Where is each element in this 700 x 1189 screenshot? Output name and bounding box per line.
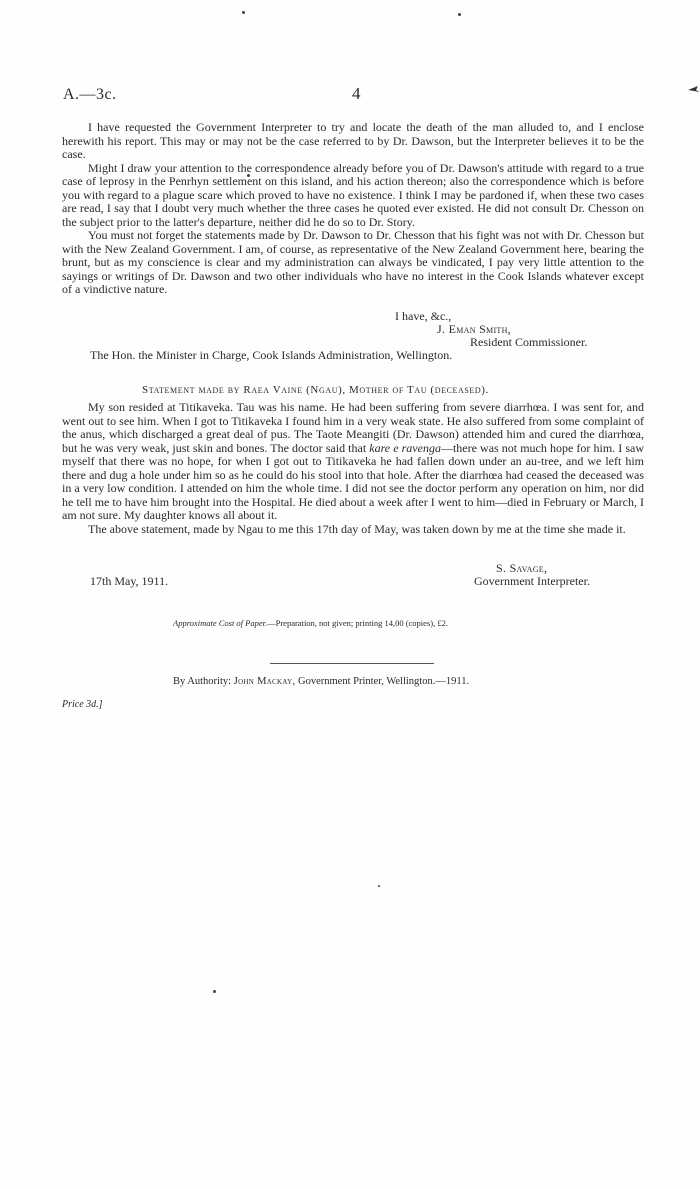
scan-speck — [458, 13, 461, 16]
authority-prefix: By Authority: — [173, 676, 232, 687]
divider-rule — [270, 663, 434, 664]
statement-maori-phrase: kare e ravenga — [369, 440, 441, 455]
letter-addressee: The Hon. the Minister in Charge, Cook Islands Administration, Wellington. — [90, 348, 453, 362]
scan-speck — [242, 11, 245, 14]
letter-paragraph: Might I draw your attention to the correspondence already before you of Dr. Dawson's attitude with regard to a true case of leprosy in the Penrhyn settlement on this island, and his action thereon; also the correspondence which is before you with regard to a plague scare which proved to have no existence. I think I may be pardoned if, when these two cases are read, I say that I doubt very much whether the three cases he quoted ever existed. He did not consult Dr. Chesson on the subject prior to the latter's departure, neither did he do so to Dr. Story. — [62, 160, 644, 229]
document-reference: A.—3c. — [63, 86, 117, 103]
statement-signatory-title: Government Interpreter. — [474, 574, 590, 588]
authority-suffix: Government Printer, Wellington.—1911. — [298, 676, 470, 687]
letter-signatory-title: Resident Commissioner. — [470, 335, 588, 349]
cost-text: —Preparation, not given; printing 14,00 (copies), £2. — [267, 618, 448, 628]
statement-paragraph: The above statement, made by Ngau to me this 17th day of May, was taken down by me at the time she made it. — [88, 521, 626, 536]
statement-text: My son resided at Titikaveka. Tau was his name. He had been suffering from severe diarrhœa. I was sent for, and went out to see him. When I got to Titikaveka I found him in a very weak state. He also suffered from some complaint of the anus, which discharged a great deal of pus. The Taote Meangiti (Dr. Dawson) attended him and cured the diarrhœa, but he was very weak, just skin and bones. The doctor said that — [62, 400, 644, 455]
statement-paragraph — [62, 401, 644, 523]
statement-date: 17th May, 1911. — [90, 574, 169, 588]
letter-paragraph: You must not forget the statements made by Dr. Dawson to Dr. Chesson that his fight was not with Dr. Chesson but with the New Zealand Government. I am, of course, as representative of the New Zealand Government here, bearing the brunt, but as my conscience is clear and my administration can always be vindicated, I pay very little attention to the sayings or writings of Dr. Dawson and two other individuals who have no interest in the Cook Islands whatever except of a vindictive nature. — [62, 228, 644, 296]
printer-authority — [173, 676, 469, 687]
page-edge-mark — [688, 84, 700, 94]
cost-note — [173, 618, 448, 628]
letter-body — [62, 121, 644, 297]
statement-heading: Statement made by Raea Vaine (Ngau), Mother of Tau (deceased). — [142, 384, 489, 396]
printer-name: John Mackay, — [233, 676, 296, 687]
letter-closing: I have, &c., — [395, 309, 452, 323]
scan-speck — [378, 885, 380, 887]
scan-speck — [213, 990, 216, 993]
statement-signatory: S. Savage, — [496, 561, 548, 575]
letter-paragraph: I have requested the Government Interpreter to try and locate the death of the man alluded to, and I enclose herewith his report. This may or may not be the case referred to by Dr. Dawson, but the Interpreter believes it to be the case. — [62, 120, 644, 161]
price-note: Price 3d.] — [62, 699, 103, 710]
letter-signatory: J. Eman Smith, — [437, 322, 511, 336]
statement-text: —there was not much hope for him. I saw myself that there was no hope, for when I got out to Titikaveka he had fallen down under an au-tree, and we left him there and dug a hole under him so as he could do his stool into that hole. After the diarrhœa had ceased the deceased was in a very low condition. I attended on him the whole time. I did not see the doctor perform any operation on him, nor did he tell me to have him brought into the Hospital. He died about a week after I went to him—died in February or March, I am not sure. My daughter knows all about it. — [62, 440, 644, 522]
cost-label: Approximate Cost of Paper. — [173, 618, 268, 628]
page-number: 4 — [352, 84, 361, 103]
statement-body — [62, 401, 644, 536]
